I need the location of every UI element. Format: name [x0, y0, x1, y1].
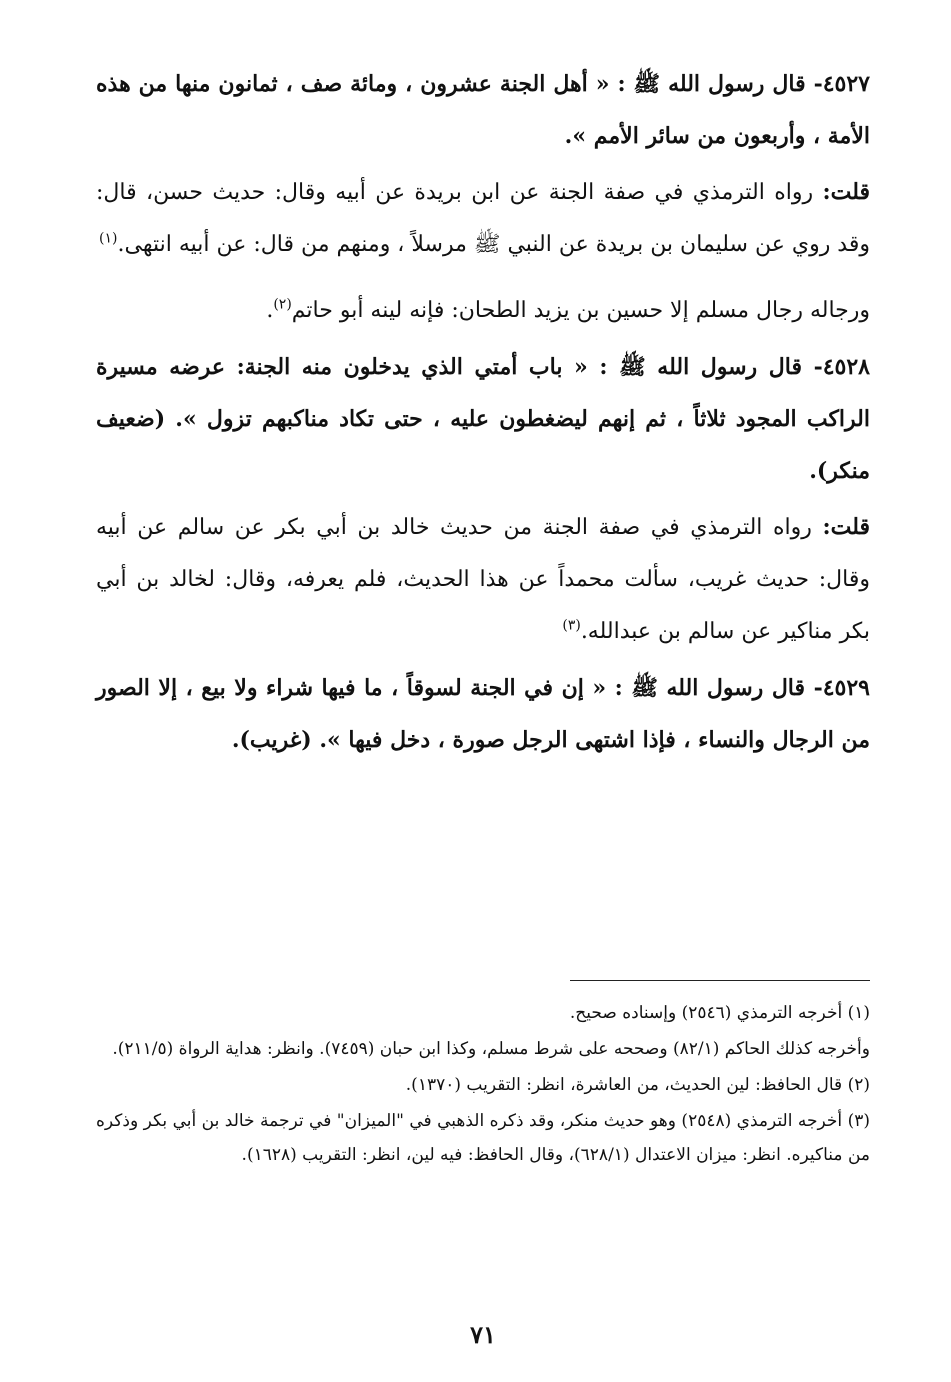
hadith-number: ٤٥٢٨- — [813, 354, 870, 380]
footnote-3: (٣) أخرجه الترمذي (٢٥٤٨) وهو حديث منكر، وقد ذكره الذهبي في "الميزان" في ترجمة خالد بن أبي بكر وذكره من مناكيره. انظر: ميزان الاعتدال (٦٢٨/١)، وقال الحافظ: فيه لين، انظر: التقريب (١٦٢٨). — [96, 1111, 870, 1165]
commentary-text: رواه الترمذي في صفة الجنة عن ابن بريدة عن أبيه وقال: حديث حسن، قال: وقد روي عن سليمان بن بريدة عن النبي ﷺ مرسلاً ، ومنهم من قال: عن أبيه انتهى. — [96, 180, 870, 257]
hadith-number: ٤٥٢٧- — [813, 71, 870, 97]
hadith-text: قال رسول الله ﷺ : « باب أمتي الذي يدخلون منه الجنة: عرضه مسيرة الراكب المجود ثلاثاً ، ثم إنهم ليضغطون عليه ، حتى تكاد مناكبهم تزول ». (ضعيف منكر). — [96, 354, 870, 484]
hadith-text: قال رسول الله ﷺ : « إن في الجنة لسوقاً ، ما فيها شراء ولا بيع ، إلا الصور من الرجال والنساء ، فإذا اشتهى الرجل صورة ، دخل فيها ». (غريب). — [96, 675, 870, 753]
hadith-text: قال رسول الله ﷺ : « أهل الجنة عشرون ، ومائة صف ، ثمانون منها من هذه الأمة ، وأربعون من سائر الأمم ». — [96, 71, 870, 149]
footnote-ref: (٣) — [562, 617, 581, 634]
hadith-4529 — [96, 662, 870, 766]
hadith-number: ٤٥٢٩- — [813, 675, 870, 701]
rijal-note — [96, 285, 870, 337]
footnote-ref: (١) — [99, 230, 118, 247]
commentary-text: رواه الترمذي في صفة الجنة من حديث خالد بن أبي بكر عن سالم عن أبيه وقال: حديث غريب، سألت محمداً عن هذا الحديث، فلم يعرفه، وقال: لخالد بن أبي بكر مناكير عن سالم بن عبدالله. — [96, 515, 870, 644]
footnote-ref: (٢) — [273, 296, 292, 313]
hadith-4527 — [96, 58, 870, 162]
footnote-1-continuation: وأخرجه كذلك الحاكم (٨٢/١) وصححه على شرط مسلم، وكذا ابن حبان (٧٤٥٩). وانظر: هداية الرواة (٢١١/٥). — [112, 1039, 870, 1059]
footnote-1: (١) أخرجه الترمذي (٢٥٤٦) وإسناده صحيح. — [569, 1003, 870, 1023]
commentary-4528 — [96, 501, 870, 658]
main-text — [96, 58, 870, 766]
page-number: ٧١ — [470, 1320, 496, 1349]
footnote-separator — [570, 980, 870, 981]
footnotes — [96, 996, 870, 1174]
hadith-4528 — [96, 341, 870, 497]
rijal-end: . — [266, 298, 274, 323]
footnote-2: (٢) قال الحافظ: لين الحديث، من العاشرة، انظر: التقريب (١٣٧٠). — [405, 1075, 870, 1095]
qult-label: قلت: — [822, 179, 871, 205]
book-page — [96, 58, 870, 1348]
commentary-4527 — [96, 166, 870, 271]
qult-label: قلت: — [822, 514, 870, 540]
rijal-text: ورجاله رجال مسلم إلا حسين بن يزيد الطحان: فإنه لينه أبو حاتم — [291, 298, 870, 323]
